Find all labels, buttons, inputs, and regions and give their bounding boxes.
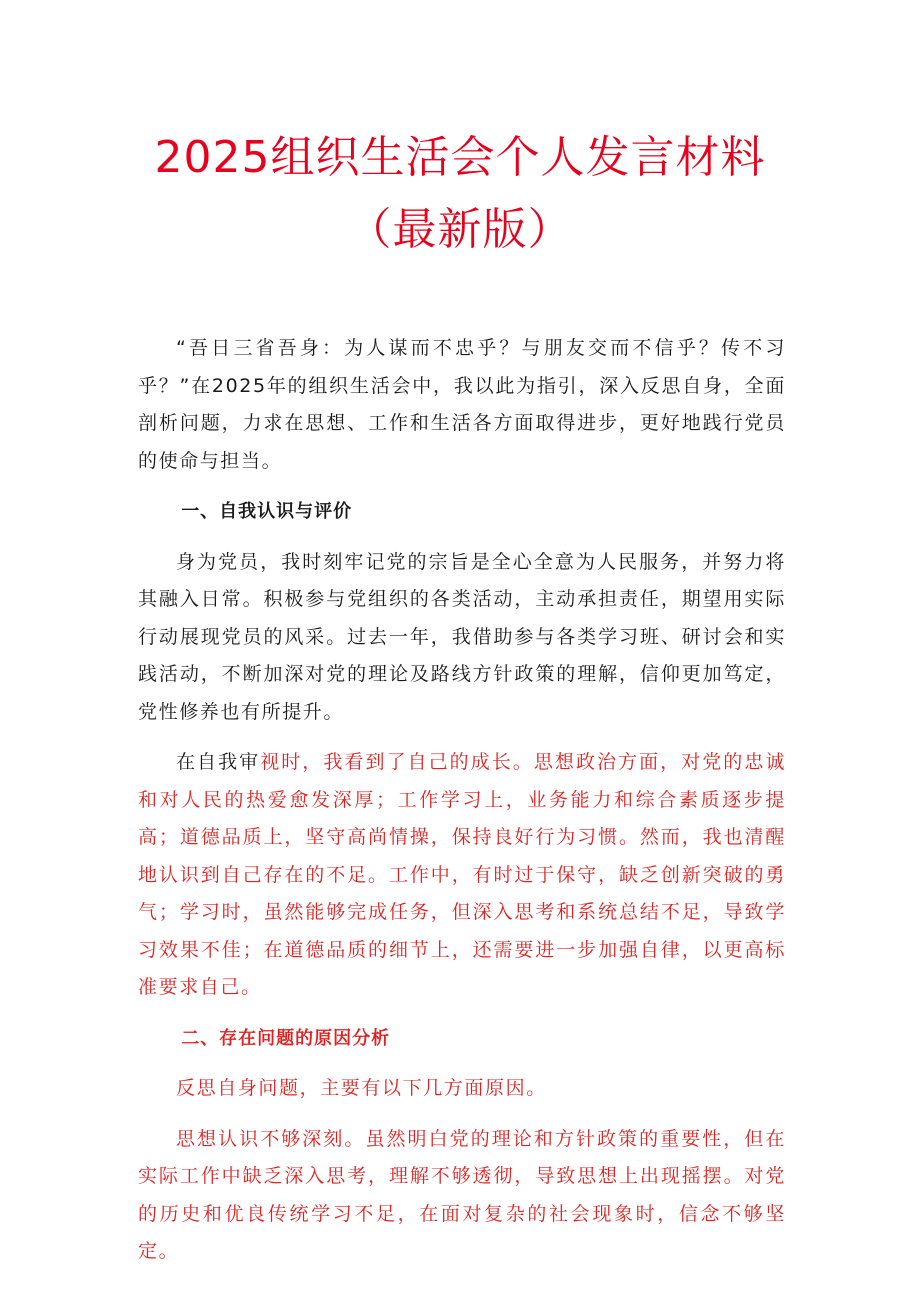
- section-1-heading: 一、自我认识与评价: [181, 501, 353, 522]
- section-2-paragraph-2: 思想认识不够深刻。虽然明白党的理论和方针政策的重要性，但在实际工作中缺乏深入思考，理解不够透彻，导致思想上出现摇摆。对党的历史和优良传统学习不足，在面对复杂的社会现象时，信念不够坚定。: [138, 1127, 786, 1262]
- paragraph-2-red-text: 视时，我看到了自己的成长。思想政治方面，对党的忠诚和对人民的热爱愈发深厚；工作学习上，业务能力和综合素质逐步提高；道德品质上，坚守高尚情操，保持良好行为习惯。然而，我也清醒地认识到自己存在的不足。工作中，有时过于保守，缺乏创新突破的勇气；学习时，虽然能够完成任务，但深入思考和系统总结不足，导致学习效果不佳；在道德品质的细节上，还需要进一步加强自律，以更高标准要求自己。: [138, 751, 786, 998]
- title-line-1: 2025组织生活会个人发言材料: [154, 132, 766, 183]
- paragraph-2-black-text: 在自我审: [176, 751, 261, 773]
- section-2-paragraph-1: 反思自身问题，主要有以下几方面原因。: [176, 1077, 547, 1099]
- section-2-heading: 二、存在问题的原因分析: [181, 1027, 391, 1049]
- section-1-paragraph-1: 身为党员，我时刻牢记党的宗旨是全心全意为人民服务，并努力将其融入日常。积极参与党组织的各类活动，主动承担责任，期望用实际行动展现党员的风采。过去一年，我借助参与各类学习班、研讨会和实践活动，不断加深对党的理论及路线方针政策的理解，信仰更加笃定，党性修养也有所提升。: [138, 550, 786, 723]
- title-line-2: （最新版）: [347, 204, 573, 255]
- section-1-paragraph-2: [138, 744, 786, 1007]
- document-title: [0, 122, 920, 266]
- document-body: [138, 330, 786, 1284]
- intro-paragraph: “吾日三省吾身：为人谋而不忠乎？与朋友交而不信乎？传不习乎？”在2025年的组织生活会中，我以此为指引，深入反思自身，全面剖析问题，力求在思想、工作和生活各方面取得进步，更好地践行党员的使命与担当。: [138, 337, 786, 472]
